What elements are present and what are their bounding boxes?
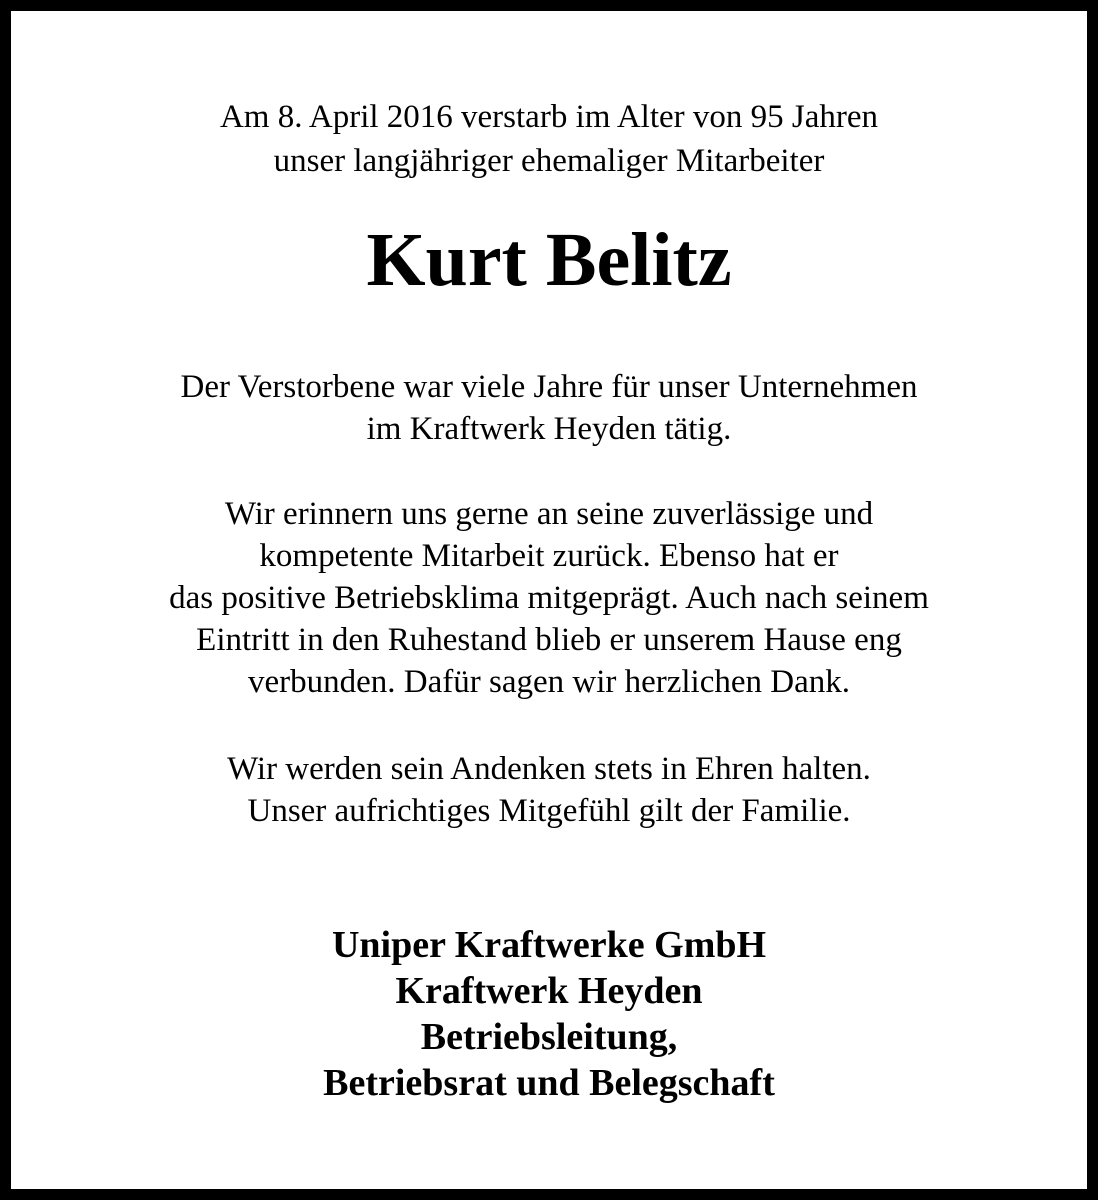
paragraph-line: Wir erinnern uns gerne an seine zuverlässige und	[224, 496, 874, 532]
paragraph-service	[11, 366, 1087, 450]
deceased-name: Kurt Belitz	[366, 218, 732, 302]
paragraph-line: verbunden. Dafür sagen wir herzlichen Dank.	[247, 664, 850, 700]
paragraph-line: im Kraftwerk Heyden tätig.	[366, 411, 732, 447]
paragraph-line: Unser aufrichtiges Mitgefühl gilt der Familie.	[247, 793, 851, 829]
signature-line: Kraftwerk Heyden	[395, 970, 703, 1012]
signature-line: Betriebsleitung,	[420, 1016, 678, 1058]
paragraph-line: das positive Betriebsklima mitgeprägt. Auch nach seinem	[169, 580, 929, 616]
intro-line: unser langjähriger ehemaliger Mitarbeiter	[273, 143, 825, 179]
signature-line: Uniper Kraftwerke GmbH	[331, 924, 767, 966]
signature-line: Betriebsrat und Belegschaft	[323, 1062, 775, 1104]
paragraph-tribute	[11, 493, 1087, 703]
paragraph-line: Eintritt in den Ruhestand blieb er unserem Hause eng	[196, 622, 902, 658]
paragraph-line: Der Verstorbene war viele Jahre für unser Unternehmen	[180, 369, 918, 405]
paragraph-line: kompetente Mitarbeit zurück. Ebenso hat er	[259, 538, 839, 574]
signature-block	[11, 922, 1087, 1106]
paragraph-line: Wir werden sein Andenken stets in Ehren halten.	[227, 751, 871, 787]
intro-line: Am 8. April 2016 verstarb im Alter von 95 Jahren	[219, 99, 879, 135]
intro-text	[11, 95, 1087, 183]
paragraph-condolence	[11, 748, 1087, 832]
